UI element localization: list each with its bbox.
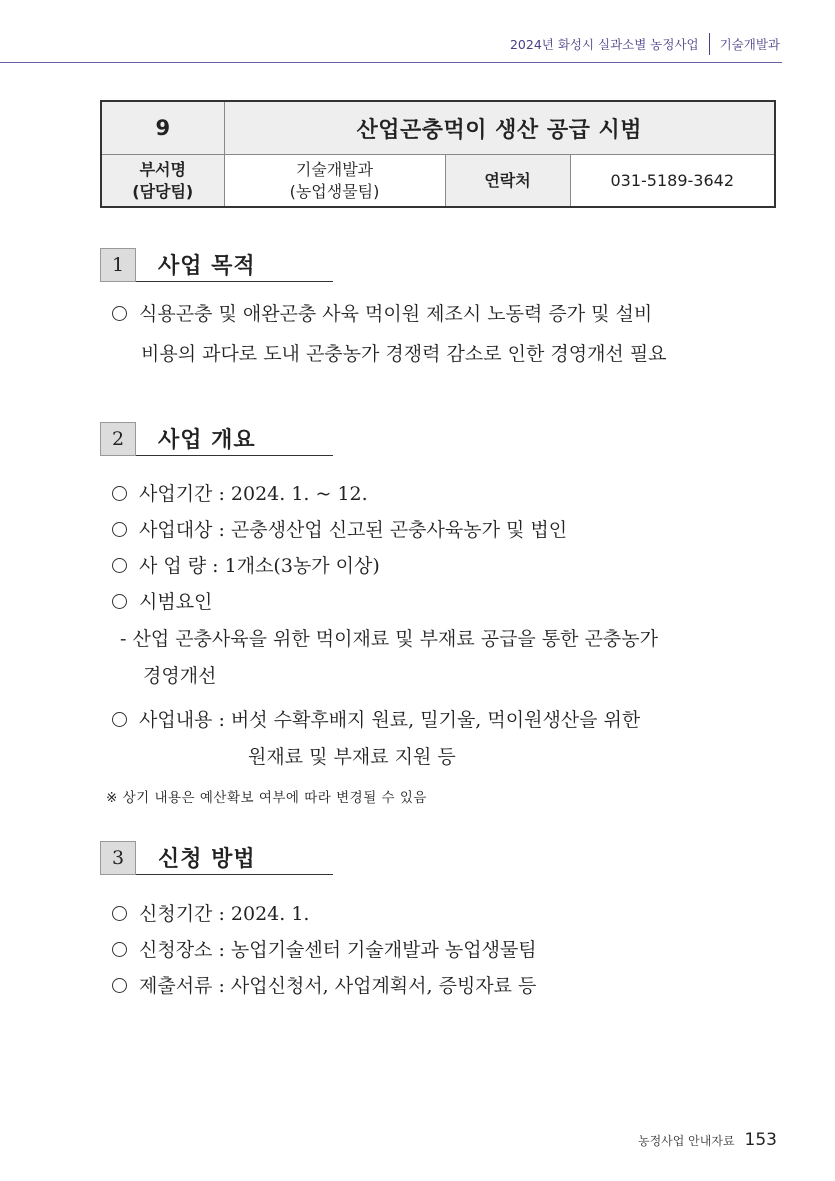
section-number: 1 [100,248,136,282]
circle-bullet-icon [112,942,127,957]
purpose-text-line1: 식용곤충 및 애완곤충 사육 먹이원 제조시 노동력 증가 및 설비 [139,303,653,325]
circle-bullet-icon [112,906,127,921]
section-title: 사업 개요 [136,422,333,456]
section-heading-application [100,841,333,875]
overview-content: 사업내용 : 버섯 수확후배지 원료, 밀기울, 먹이원생산을 위한 [112,705,640,732]
overview-amount: 사 업 량 : 1개소(3농가 이상) [112,551,380,578]
circle-bullet-icon [112,522,127,537]
team-value: (농업생물팀) [289,181,380,201]
application-place: 신청장소 : 농업기술센터 기술개발과 농업생물팀 [112,935,537,962]
section-number: 3 [100,841,136,875]
project-title: 산업곤충먹이 생산 공급 시범 [224,101,775,155]
header-department: 기술개발과 [719,37,780,52]
overview-factor: 시범요인 [112,587,212,614]
application-documents: 제출서류 : 사업신청서, 사업계획서, 증빙자료 등 [112,971,536,998]
circle-bullet-icon [112,306,127,321]
section-title: 신청 방법 [136,841,333,875]
header-divider [709,33,710,55]
page-footer [638,1130,777,1150]
section-title: 사업 목적 [136,248,333,282]
circle-bullet-icon [112,558,127,573]
footer-label: 농정사업 안내자료 [637,1134,735,1148]
contact-value: 031-5189-3642 [570,155,775,208]
application-period: 신청기간 : 2024. 1. [112,899,309,926]
budget-note: ※ 상기 내용은 예산확보 여부에 따라 변경될 수 있음 [106,790,427,806]
section-heading-overview [100,422,333,456]
contact-label: 연락처 [445,155,570,208]
circle-bullet-icon [112,712,127,727]
section-number: 2 [100,422,136,456]
project-number: 9 [101,101,224,155]
circle-bullet-icon [112,978,127,993]
overview-target: 사업대상 : 곤충생산업 신고된 곤충사육농가 및 법인 [112,515,567,542]
page-number: 153 [744,1130,777,1150]
overview-factor-line2: 경영개선 [143,665,217,687]
running-header [510,33,780,55]
purpose-text-line2: 비용의 과다로 도내 곤충농가 경쟁력 감소로 인한 경영개선 필요 [141,343,667,365]
section-heading-purpose [100,248,333,282]
overview-content-line2: 원재료 및 부재료 지원 등 [248,746,456,768]
header-rule [0,62,782,63]
dept-value-cell [224,155,445,208]
purpose-item [112,299,652,326]
dept-value: 기술개발과 [295,159,374,179]
circle-bullet-icon [112,594,127,609]
overview-period: 사업기간 : 2024. 1. ~ 12. [112,479,368,506]
team-label: (담당팀) [132,181,194,201]
project-info-table [100,100,776,208]
header-publication: 2024년 화성시 실과소별 농정사업 [509,37,699,52]
dept-label-cell [101,155,224,208]
circle-bullet-icon [112,486,127,501]
dept-label: 부서명 [139,159,186,179]
overview-factor-line1: - 산업 곤충사육을 위한 먹이재료 및 부재료 공급을 통한 곤충농가 [120,628,658,650]
